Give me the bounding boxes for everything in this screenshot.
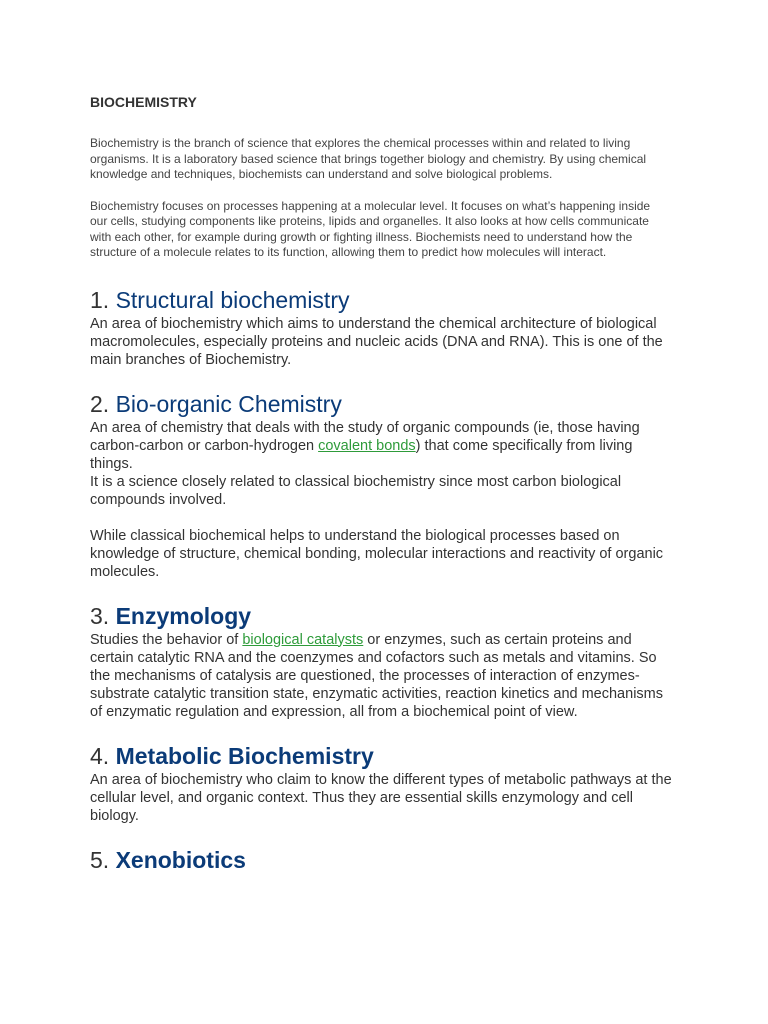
section-number: 4. xyxy=(90,742,110,769)
intro-paragraph-2: Biochemistry focuses on processes happening at a molecular level. It focuses on what’s happening inside our cells, studying components like proteins, lipids and organelles. It also looks at how cells communicate with each other, for example during growth or fighting illness. Biochemists need to understand how the structure of a molecule relates to its function, allowing them to predict how molecules will interact. xyxy=(90,198,651,259)
section-title: Xenobiotics xyxy=(115,846,246,873)
section-heading xyxy=(90,287,678,313)
section-body xyxy=(90,631,678,721)
document-title: BIOCHEMISTRY xyxy=(90,94,197,110)
section-heading xyxy=(90,847,678,873)
section-number: 1. xyxy=(90,286,110,313)
section-metabolic-biochemistry xyxy=(90,743,678,825)
section-number: 2. xyxy=(90,390,110,417)
biological-catalysts-link[interactable]: biological catalysts xyxy=(242,631,364,648)
section-structural-biochemistry xyxy=(90,287,678,369)
intro-paragraph-1: Biochemistry is the branch of science that explores the chemical processes within and related to living organisms. It is a laboratory based science that brings together biology and chemistry. By using chemical knowledge and techniques, biochemists can understand and solve biological problems. xyxy=(90,136,647,181)
section-body: An area of biochemistry which aims to understand the chemical architecture of biological macromolecules, especially proteins and nucleic acids (DNA and RNA). This is one of the main branches of Biochemistry. xyxy=(90,315,663,368)
section-body-line-2: It is a science closely related to classical biochemistry since most carbon biological compounds involved. xyxy=(90,473,622,508)
body-text: or enzymes, such as certain proteins and certain catalytic RNA and the coenzymes and cofactors such as metals and vitamins. So the mechanisms of catalysis are questioned, the processes of interaction of enzymes-substrate catalytic transition state, enzymatic activities, reaction kinetics and mechanisms of enzymatic regulation and expression, all from a biochemical point of view. xyxy=(90,631,663,720)
section-title: Metabolic Biochemistry xyxy=(115,742,374,769)
body-text: Studies the behavior of xyxy=(90,631,243,648)
section-number: 3. xyxy=(90,602,110,629)
section-heading xyxy=(90,743,678,769)
section-body-paragraph-2: While classical biochemical helps to understand the biological processes based on knowledge of structure, chemical bonding, molecular interactions and reactivity of organic molecules. xyxy=(90,527,664,580)
section-enzymology xyxy=(90,603,678,721)
section-number: 5. xyxy=(90,846,110,873)
section-body: An area of biochemistry who claim to know the different types of metabolic pathways at the cellular level, and organic context. Thus they are essential skills enzymology and cell biology. xyxy=(90,771,672,824)
section-title: Enzymology xyxy=(115,602,252,629)
covalent-bonds-link[interactable]: covalent bonds xyxy=(318,437,416,454)
section-title: Structural biochemistry xyxy=(115,286,350,313)
section-xenobiotics xyxy=(90,847,678,873)
section-body xyxy=(90,419,678,473)
section-heading xyxy=(90,391,678,417)
body-text: An area of chemistry that deals with the study of organic compounds (ie, those having carbon-carbon or carbon-hydrogen xyxy=(90,419,640,454)
section-title: Bio-organic Chemistry xyxy=(115,390,342,417)
body-text: ) that come specifically from living things. xyxy=(90,437,633,472)
section-heading xyxy=(90,603,678,629)
section-bio-organic-chemistry xyxy=(90,391,678,581)
